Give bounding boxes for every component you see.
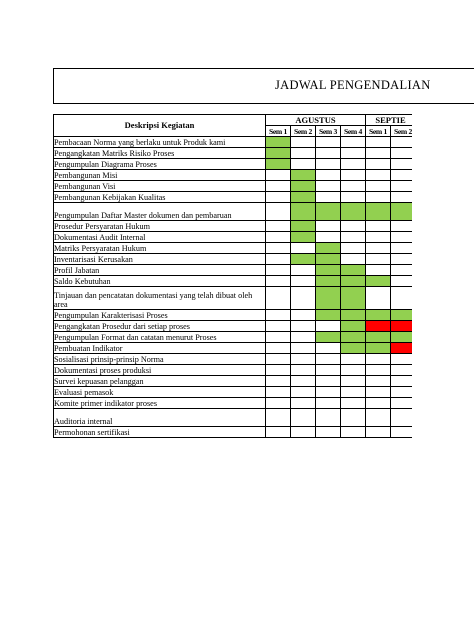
activity-label: Pengangkatan Prosedur dari setiap proses	[54, 321, 266, 332]
document-title: JADWAL PENGENDALIAN	[275, 78, 431, 92]
schedule-cell-empty	[266, 232, 291, 243]
schedule-cell-done	[291, 232, 316, 243]
schedule-cell-empty	[316, 365, 341, 376]
header-row-months	[54, 115, 416, 126]
schedule-cell-empty	[366, 221, 391, 232]
schedule-cell-done	[291, 254, 316, 265]
activity-label: Pengumpulan Diagrama Proses	[54, 159, 266, 170]
schedule-cell-empty	[266, 276, 291, 287]
schedule-cell-empty	[341, 243, 366, 254]
sem-header: Sem 2	[391, 126, 416, 137]
schedule-cell-done	[291, 181, 316, 192]
activity-label: Inventarisasi Kerusakan	[54, 254, 266, 265]
page-clip	[412, 110, 474, 450]
schedule-cell-empty	[316, 148, 341, 159]
activity-label: Sosialisasi prinsip-prinsip Norma	[54, 354, 266, 365]
schedule-cell-empty	[341, 148, 366, 159]
schedule-cell-empty	[366, 243, 391, 254]
schedule-cell-empty	[266, 310, 291, 321]
schedule-cell-done	[291, 170, 316, 181]
activity-label: Pengumpulan Format dan catatan menurut Proses	[54, 332, 266, 343]
table-row	[54, 376, 416, 387]
schedule-cell-empty	[341, 376, 366, 387]
activity-label: Pembangunan Visi	[54, 181, 266, 192]
schedule-cell-empty	[341, 365, 366, 376]
schedule-cell-empty	[341, 354, 366, 365]
schedule-table	[53, 114, 416, 438]
activity-label: Pembangunan Misi	[54, 170, 266, 181]
table-row	[54, 398, 416, 409]
table-row	[54, 221, 416, 232]
month-header-september: SEPTIE	[366, 115, 416, 126]
schedule-cell-done	[266, 148, 291, 159]
schedule-cell-empty	[341, 409, 366, 427]
table-row	[54, 427, 416, 438]
schedule-cell-empty	[291, 376, 316, 387]
schedule-cell-empty	[366, 181, 391, 192]
activity-label: Permohonan sertifikasi	[54, 427, 266, 438]
table-row	[54, 192, 416, 203]
table-row	[54, 254, 416, 265]
schedule-cell-empty	[291, 427, 316, 438]
sem-header: Sem 2	[291, 126, 316, 137]
table-row	[54, 181, 416, 192]
schedule-cell-done	[316, 265, 341, 276]
schedule-cell-done	[316, 203, 341, 221]
activity-label: Pengangkatan Matriks Risiko Proses	[54, 148, 266, 159]
schedule-cell-empty	[341, 398, 366, 409]
schedule-cell-empty	[266, 321, 291, 332]
schedule-cell-done	[316, 276, 341, 287]
activity-label: Profil Jabatan	[54, 265, 266, 276]
schedule-cell-empty	[366, 159, 391, 170]
table-row	[54, 365, 416, 376]
schedule-cell-empty	[266, 287, 291, 310]
schedule-cell-empty	[341, 254, 366, 265]
activity-label: Survei kepuasan pelanggan	[54, 376, 266, 387]
schedule-cell-empty	[316, 354, 341, 365]
schedule-cell-empty	[366, 427, 391, 438]
schedule-cell-done	[341, 332, 366, 343]
schedule-cell-empty	[316, 170, 341, 181]
schedule-cell-done	[341, 203, 366, 221]
schedule-cell-empty	[341, 221, 366, 232]
schedule-cell-empty	[291, 387, 316, 398]
schedule-cell-empty	[366, 137, 391, 148]
schedule-cell-empty	[266, 170, 291, 181]
activity-label: Auditoria internal	[54, 409, 266, 427]
schedule-cell-empty	[316, 192, 341, 203]
schedule-cell-done	[316, 254, 341, 265]
schedule-cell-empty	[316, 376, 341, 387]
table-row	[54, 276, 416, 287]
table-row	[54, 287, 416, 310]
schedule-cell-empty	[266, 376, 291, 387]
sem-header: Sem 4	[341, 126, 366, 137]
table-row	[54, 343, 416, 354]
activity-label: Dokumentasi proses produksi	[54, 365, 266, 376]
table-row	[54, 387, 416, 398]
schedule-cell-empty	[291, 332, 316, 343]
schedule-cell-done	[291, 221, 316, 232]
schedule-cell-empty	[291, 310, 316, 321]
schedule-cell-empty	[366, 409, 391, 427]
schedule-cell-empty	[291, 287, 316, 310]
schedule-cell-empty	[366, 387, 391, 398]
schedule-cell-empty	[291, 276, 316, 287]
table-row	[54, 409, 416, 427]
schedule-cell-empty	[266, 221, 291, 232]
schedule-cell-empty	[316, 387, 341, 398]
activity-label: Pengumpulan Daftar Master dokumen dan pembaruan	[54, 203, 266, 221]
schedule-cell-done	[316, 332, 341, 343]
schedule-cell-empty	[266, 354, 291, 365]
table-row	[54, 232, 416, 243]
schedule-cell-empty	[316, 137, 341, 148]
activity-label: Tinjauan dan pencatatan dokumentasi yang telah dibuat oleh area	[54, 287, 266, 310]
table-row	[54, 170, 416, 181]
schedule-cell-empty	[291, 365, 316, 376]
description-header: Deskripsi Kegiatan	[54, 115, 266, 137]
schedule-cell-done	[316, 287, 341, 310]
schedule-cell-empty	[366, 254, 391, 265]
schedule-cell-late	[366, 321, 391, 332]
table-row	[54, 265, 416, 276]
schedule-cell-empty	[341, 159, 366, 170]
schedule-cell-empty	[291, 148, 316, 159]
schedule-cell-empty	[366, 287, 391, 310]
schedule-cell-empty	[366, 148, 391, 159]
activity-label: Komite primer indikator proses	[54, 398, 266, 409]
table-row	[54, 203, 416, 221]
month-header-agustus: AGUSTUS	[266, 115, 366, 126]
schedule-cell-empty	[291, 409, 316, 427]
table-row	[54, 354, 416, 365]
schedule-cell-empty	[316, 221, 341, 232]
schedule-cell-empty	[291, 137, 316, 148]
schedule-cell-empty	[266, 332, 291, 343]
schedule-cell-empty	[366, 376, 391, 387]
schedule-cell-empty	[316, 321, 341, 332]
schedule-cell-empty	[266, 398, 291, 409]
schedule-cell-done	[316, 310, 341, 321]
activity-label: Saldo Kebutuhan	[54, 276, 266, 287]
schedule-cell-empty	[341, 170, 366, 181]
schedule-cell-empty	[266, 365, 291, 376]
table-row	[54, 159, 416, 170]
schedule-cell-empty	[291, 343, 316, 354]
schedule-cell-done	[341, 321, 366, 332]
schedule-cell-empty	[341, 232, 366, 243]
schedule-cell-empty	[341, 192, 366, 203]
schedule-cell-done	[316, 243, 341, 254]
schedule-cell-empty	[341, 137, 366, 148]
activity-label: Pembacaan Norma yang berlaku untuk Produk kami	[54, 137, 266, 148]
schedule-cell-empty	[316, 159, 341, 170]
schedule-cell-done	[341, 287, 366, 310]
activity-label: Pengumpulan Karakterisasi Proses	[54, 310, 266, 321]
schedule-cell-empty	[291, 243, 316, 254]
schedule-cell-empty	[266, 254, 291, 265]
schedule-cell-empty	[266, 409, 291, 427]
schedule-cell-empty	[316, 409, 341, 427]
schedule-cell-empty	[366, 398, 391, 409]
activity-label: Matriks Persyaratan Hukum	[54, 243, 266, 254]
schedule-cell-empty	[266, 427, 291, 438]
schedule-cell-empty	[266, 265, 291, 276]
schedule-cell-empty	[366, 265, 391, 276]
activity-label: Dokumentasi Audit Internal	[54, 232, 266, 243]
schedule-cell-done	[366, 276, 391, 287]
schedule-cell-empty	[266, 243, 291, 254]
schedule-cell-empty	[266, 343, 291, 354]
schedule-cell-empty	[341, 181, 366, 192]
schedule-cell-empty	[291, 398, 316, 409]
schedule-cell-done	[341, 343, 366, 354]
sem-header: Sem 1	[366, 126, 391, 137]
sem-header: Sem 1	[266, 126, 291, 137]
activity-label: Pembuatan Indikator	[54, 343, 266, 354]
schedule-cell-empty	[316, 398, 341, 409]
schedule-cell-empty	[366, 170, 391, 181]
schedule-cell-done	[341, 265, 366, 276]
schedule-cell-empty	[341, 387, 366, 398]
schedule-cell-done	[341, 276, 366, 287]
schedule-cell-empty	[366, 354, 391, 365]
schedule-cell-empty	[316, 343, 341, 354]
schedule-cell-empty	[316, 427, 341, 438]
table-row	[54, 310, 416, 321]
schedule-cell-empty	[341, 427, 366, 438]
table-row	[54, 243, 416, 254]
schedule-cell-empty	[266, 181, 291, 192]
table-row	[54, 148, 416, 159]
schedule-cell-empty	[291, 354, 316, 365]
schedule-cell-empty	[291, 159, 316, 170]
schedule-cell-empty	[366, 365, 391, 376]
table-row	[54, 137, 416, 148]
activity-label: Prosedur Persyaratan Hukum	[54, 221, 266, 232]
table-row	[54, 332, 416, 343]
schedule-cell-empty	[266, 203, 291, 221]
schedule-cell-done	[291, 203, 316, 221]
schedule-cell-empty	[266, 387, 291, 398]
schedule-cell-done	[291, 192, 316, 203]
schedule-cell-done	[341, 310, 366, 321]
activity-label: Pembangunan Kebijakan Kualitas	[54, 192, 266, 203]
schedule-cell-done	[366, 203, 391, 221]
schedule-cell-empty	[266, 192, 291, 203]
schedule-cell-empty	[316, 232, 341, 243]
schedule-cell-empty	[291, 321, 316, 332]
schedule-cell-done	[366, 332, 391, 343]
sem-header: Sem 3	[316, 126, 341, 137]
schedule-cell-done	[366, 310, 391, 321]
schedule-cell-done	[266, 137, 291, 148]
schedule-cell-done	[266, 159, 291, 170]
schedule-cell-done	[366, 343, 391, 354]
schedule-cell-empty	[366, 192, 391, 203]
schedule-cell-empty	[291, 265, 316, 276]
table-row	[54, 321, 416, 332]
schedule-cell-empty	[316, 181, 341, 192]
schedule-cell-empty	[366, 232, 391, 243]
activity-label: Evaluasi pemasok	[54, 387, 266, 398]
